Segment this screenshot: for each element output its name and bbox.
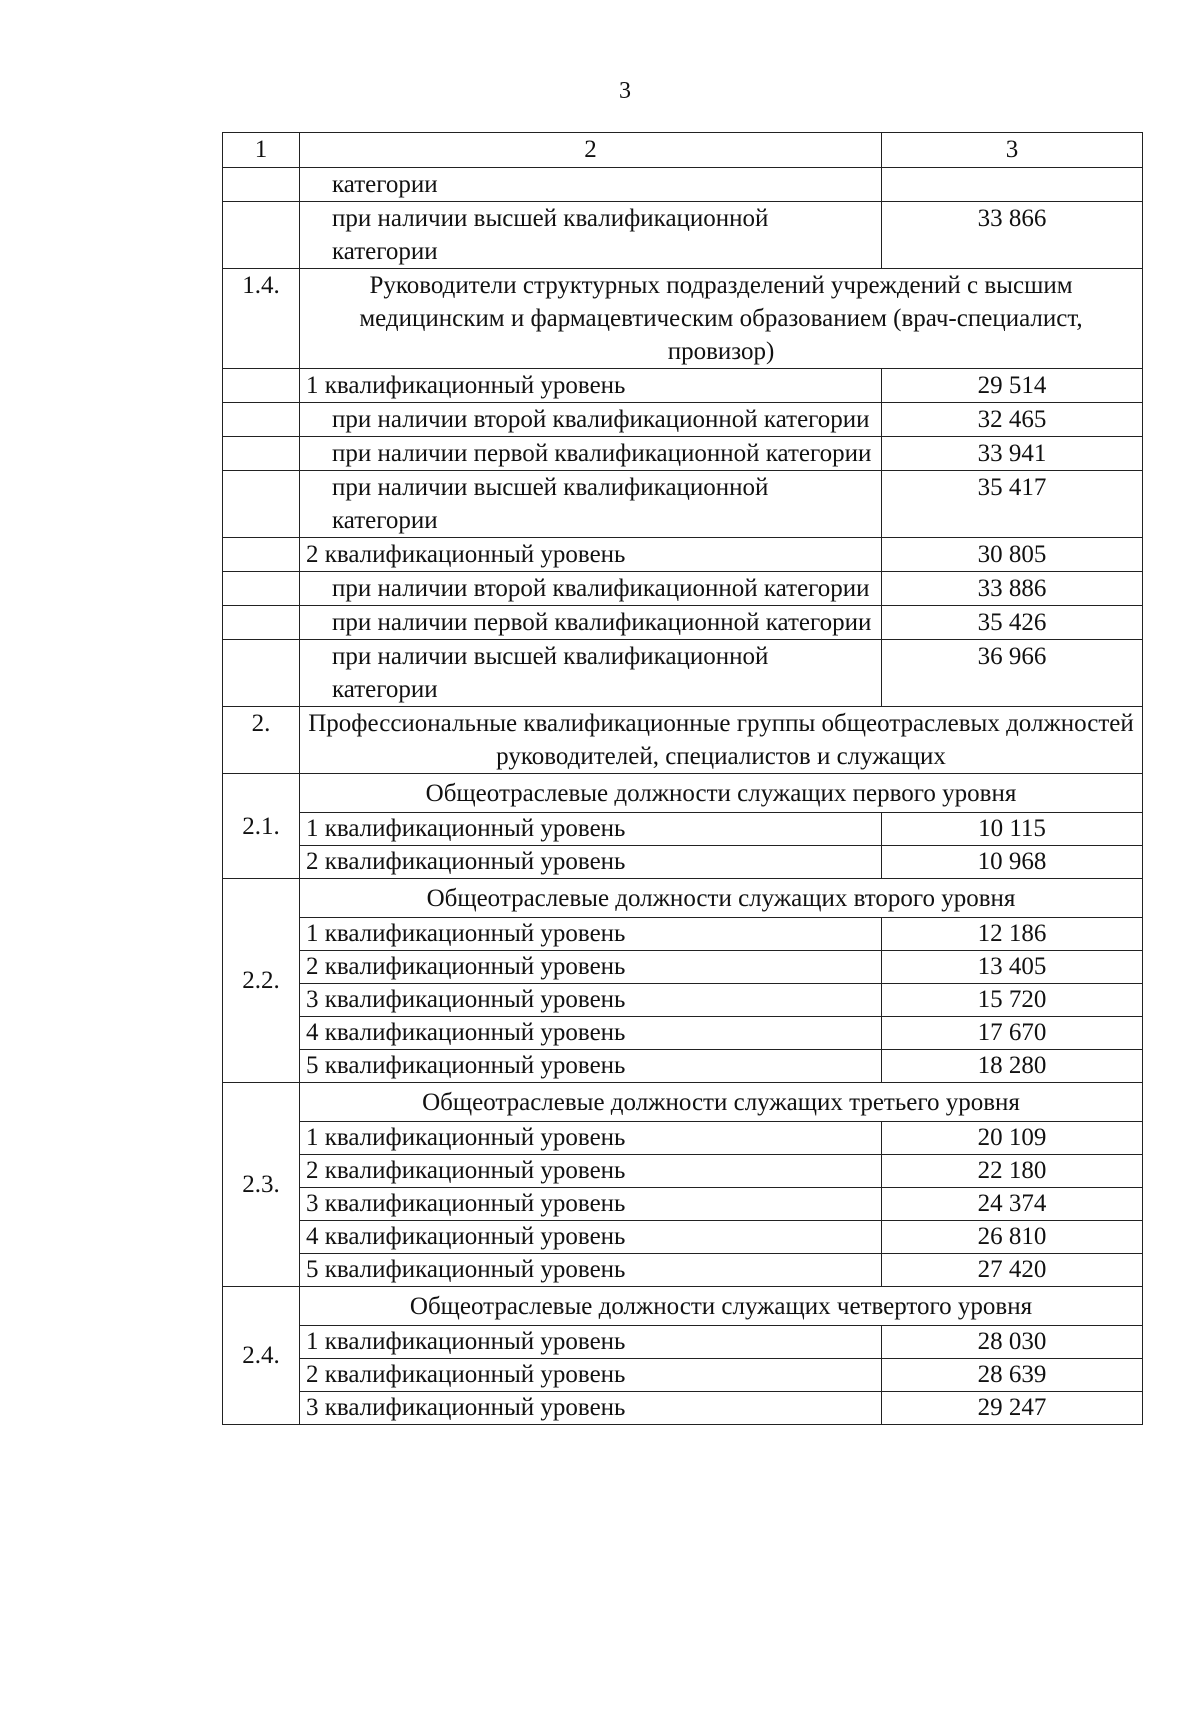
row-number-cell [223,437,300,471]
row-label: 2 квалификационный уровень [300,1155,882,1188]
row-number-cell [223,538,300,572]
section-title: Руководители структурных подразделений учреждений с высшим медицинским и фармацевтическим образованием (врач-специалист, провизор) [300,269,1143,369]
row-label: при наличии высшей квалификационной категории [300,471,882,538]
header-col-1: 1 [223,133,300,168]
table-row [223,403,1143,437]
row-label: 1 квалификационный уровень [300,813,882,846]
table-row [223,1050,1143,1083]
section-title: Общеотраслевые должности служащих четвертого уровня [300,1287,1143,1326]
row-label: 1 квалификационный уровень [300,1326,882,1359]
table-row [223,951,1143,984]
section-number: 2. [223,707,300,774]
table-row [223,572,1143,606]
table-row [223,1188,1143,1221]
header-col-2: 2 [300,133,882,168]
row-label: 2 квалификационный уровень [300,538,882,572]
table-header-row [223,133,1143,168]
table-row [223,813,1143,846]
row-value: 26 810 [882,1221,1143,1254]
header-col-3: 3 [882,133,1143,168]
row-value: 17 670 [882,1017,1143,1050]
row-value: 22 180 [882,1155,1143,1188]
row-value: 15 720 [882,984,1143,1017]
row-label: 4 квалификационный уровень [300,1221,882,1254]
row-value: 18 280 [882,1050,1143,1083]
section-heading-row [223,774,1143,813]
row-value: 33 886 [882,572,1143,606]
section-title: Общеотраслевые должности служащих первого уровня [300,774,1143,813]
row-value: 29 514 [882,369,1143,403]
row-number-cell [223,640,300,707]
table-row [223,1326,1143,1359]
table-row [223,846,1143,879]
row-value: 35 426 [882,606,1143,640]
row-label: при наличии высшей квалификационной категории [300,202,882,269]
row-label: 4 квалификационный уровень [300,1017,882,1050]
table-row [223,1359,1143,1392]
row-label: 3 квалификационный уровень [300,984,882,1017]
row-number-cell [223,572,300,606]
row-value: 33 941 [882,437,1143,471]
row-label: 5 квалификационный уровень [300,1050,882,1083]
table-row [223,918,1143,951]
section-heading-row [223,1083,1143,1122]
table-row [223,369,1143,403]
row-value: 24 374 [882,1188,1143,1221]
row-label: при наличии второй квалификационной категории [300,403,882,437]
row-label: при наличии первой квалификационной категории [300,606,882,640]
row-label: 1 квалификационный уровень [300,1122,882,1155]
table-row [223,640,1143,707]
row-label: 1 квалификационный уровень [300,918,882,951]
section-heading-row [223,269,1143,369]
table-row [223,1122,1143,1155]
table-row [223,1392,1143,1425]
table-row [223,1221,1143,1254]
row-value: 13 405 [882,951,1143,984]
section-title: Профессиональные квалификационные группы общеотраслевых должностей руководителей, специалистов и служащих [300,707,1143,774]
row-label: при наличии высшей квалификационной категории [300,640,882,707]
row-label: 2 квалификационный уровень [300,951,882,984]
table-row [223,538,1143,572]
row-label: категории [300,168,882,202]
section-number: 2.4. [223,1287,300,1425]
row-label: 2 квалификационный уровень [300,1359,882,1392]
table-row [223,1017,1143,1050]
row-value: 28 639 [882,1359,1143,1392]
row-number-cell [223,471,300,538]
row-value: 30 805 [882,538,1143,572]
page-number: 3 [619,78,631,104]
row-value: 29 247 [882,1392,1143,1425]
table-row [223,168,1143,202]
table-row [223,471,1143,538]
section-heading-row [223,707,1143,774]
row-value: 28 030 [882,1326,1143,1359]
row-value: 35 417 [882,471,1143,538]
salary-table [222,132,1143,1425]
row-number-cell [223,369,300,403]
section-number: 2.1. [223,774,300,879]
row-number-cell [223,202,300,269]
row-value: 10 115 [882,813,1143,846]
row-value: 12 186 [882,918,1143,951]
row-number-cell [223,168,300,202]
row-number-cell [223,403,300,437]
row-value: 36 966 [882,640,1143,707]
row-label: 1 квалификационный уровень [300,369,882,403]
section-number: 2.2. [223,879,300,1083]
table-row [223,606,1143,640]
section-number: 2.3. [223,1083,300,1287]
row-value: 10 968 [882,846,1143,879]
row-value [882,168,1143,202]
row-value: 20 109 [882,1122,1143,1155]
row-label: при наличии первой квалификационной категории [300,437,882,471]
table-row [223,202,1143,269]
row-value: 27 420 [882,1254,1143,1287]
section-number: 1.4. [223,269,300,369]
section-title: Общеотраслевые должности служащих третьего уровня [300,1083,1143,1122]
section-title: Общеотраслевые должности служащих второго уровня [300,879,1143,918]
row-value: 33 866 [882,202,1143,269]
row-label: 5 квалификационный уровень [300,1254,882,1287]
row-label: при наличии второй квалификационной категории [300,572,882,606]
row-label: 3 квалификационный уровень [300,1392,882,1425]
section-heading-row [223,1287,1143,1326]
table-row [223,1254,1143,1287]
row-value: 32 465 [882,403,1143,437]
row-number-cell [223,606,300,640]
table-row [223,984,1143,1017]
table-row [223,437,1143,471]
section-heading-row [223,879,1143,918]
table-row [223,1155,1143,1188]
row-label: 3 квалификационный уровень [300,1188,882,1221]
row-label: 2 квалификационный уровень [300,846,882,879]
